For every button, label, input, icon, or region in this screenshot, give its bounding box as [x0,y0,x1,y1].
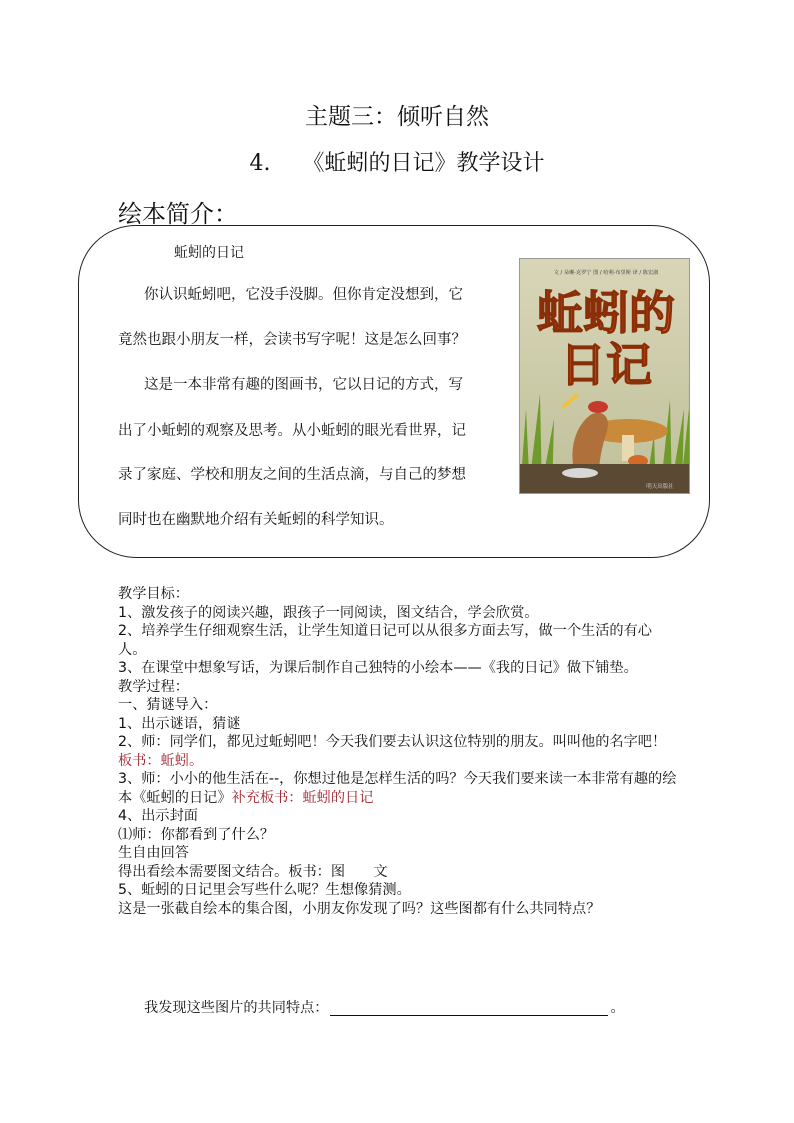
goal-item: 2、培养学生仔细观察生活，让学生知道日记可以从很多方面去写，做一个生活的有心人。 [118,623,652,658]
step-item: 得出看绘本需要图文结合。板书：图 文 [118,863,388,880]
cover-title-line2: 日记 [560,338,652,392]
cover-publisher: 明天出版社 [646,484,674,490]
lesson-title [0,146,794,177]
topic-title: 主题三：倾听自然 [305,104,489,130]
step-item: 5、蚯蚓的日记里会写些什么呢？生想像猜测。 [118,882,411,898]
cover-credits: 文 / 朵琳·克罗宁 图 / 哈利·布里斯 译 / 陈宏淑 [553,270,659,276]
step-item: 1、出示谜语，猜谜 [118,715,241,732]
step-item [118,770,678,807]
step-item: ⑴师：你都看到了什么？ [118,826,275,843]
goal-item: 1、激发孩子的阅读兴趣，跟孩子一同阅读，图文结合，学会欣赏。 [118,604,539,621]
lesson-number: 4. [249,151,271,176]
step-text: 3、师：小小的他生活在--，你想过他是怎样生活的吗？今天我们要来读一本非常有趣的绘本《蚯蚓的日记》 [118,771,677,806]
answer-line [144,997,625,1017]
answer-blank[interactable] [330,999,608,1016]
step-heading: 一、猜谜导入： [118,697,218,713]
intro-line: 同时也在幽默地介绍有关蚯蚓的科学知识。 [118,512,394,528]
board-note: 补充板书：蚯蚓的日记 [231,789,374,806]
lesson-title-text: 《蚯蚓的日记》教学设计 [302,151,545,176]
intro-heading: 绘本简介： [118,200,238,228]
intro-line: 这是一本非常有趣的图画书，它以日记的方式，写 [144,377,463,393]
step-item: 4、出示封面 [118,808,198,824]
book-name: 蚯蚓的日记 [174,245,244,261]
board-note: 板书：蚯蚓。 [118,752,204,769]
book-cover-image [519,258,690,494]
step-item: 这是一张截自绘本的集合图，小朋友你发现了吗？这些图都有什么共同特点？ [118,900,601,917]
lesson-body [118,585,678,918]
answer-prompt: 我发现这些图片的共同特点： [144,1000,329,1016]
cover-title-line1: 蚯蚓的 [537,286,675,340]
answer-end: 。 [610,1000,625,1016]
step-text: 2、师：同学们，都见过蚯蚓吧！今天我们要去认识这位特别的朋友。叫叫他的名字吧！ [118,734,667,750]
intro-line: 你认识蚯蚓吧，它没手没脚。但你肯定没想到，它 [144,287,463,303]
step-item [118,733,678,770]
step-item: 生自由回答 [118,845,189,861]
process-heading: 教学过程： [118,678,189,695]
goals-heading: 教学目标： [118,586,189,602]
goal-item: 3、在课堂中想象写话，为课后制作自己独特的小绘本——《我的日记》做下铺垫。 [118,660,638,676]
intro-line: 出了小蚯蚓的观察及思考。从小蚯蚓的眼光看世界，记 [118,423,466,439]
intro-line: 录了家庭、学校和朋友之间的生活点滴，与自己的梦想 [118,467,466,483]
intro-line: 竟然也跟小朋友一样，会读书写字呢！这是怎么回事？ [118,332,466,348]
